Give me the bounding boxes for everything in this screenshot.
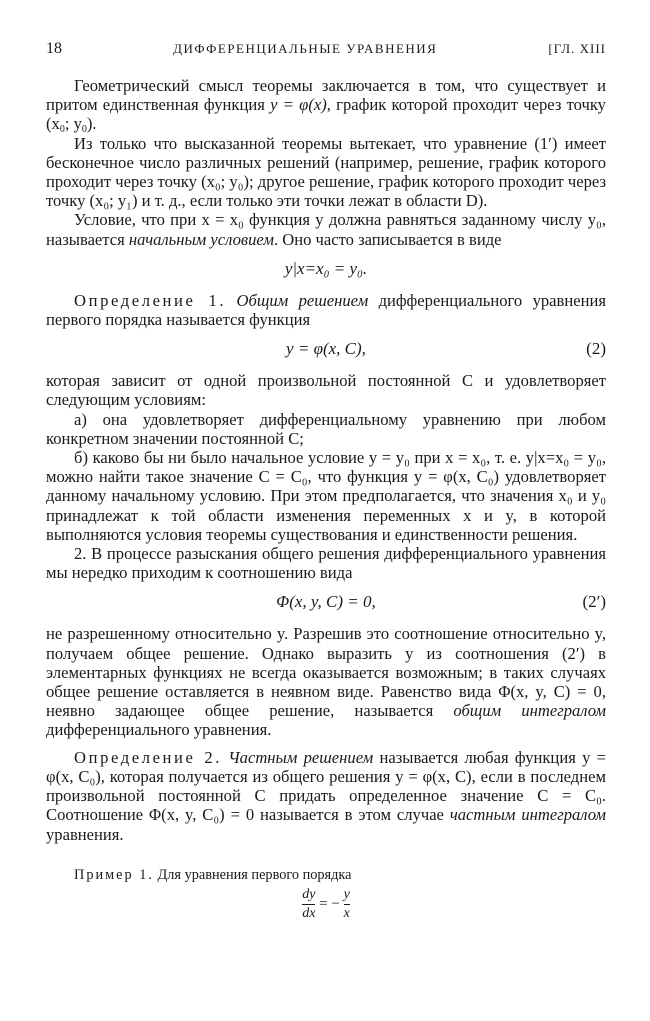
- fraction-dy-dx: $\frac{dy}{dx}$: [302, 886, 316, 921]
- equation-2: [46, 339, 606, 359]
- running-title: ДИФФЕРЕНЦИАЛЬНЫЕ УРАВНЕНИЯ: [173, 41, 438, 56]
- paragraph-general-integral: не разрешенному относительно y. Разрешив это соотношение относительно y, получаем общее решение. Однако выразить y из соотношения (2′) в элементарных функциях не всегда оказывается возможным; в таких случаях общее решение оставляется в неявном виде. Равенство вида Φ(x, y, C) = 0, неявно задающее общее решение, называется общим интегралом дифференциального уравнения.: [46, 624, 607, 740]
- fraction-y-x: $\frac{y}{x}$: [343, 886, 350, 921]
- equation-2-prime-formula: Φ(x, y, C) = 0,: [276, 592, 376, 612]
- equals-minus: = −: [319, 895, 340, 912]
- condition-b: б) каково бы ни было начальное условие y = y₀ при x = x₀, т. е. y|x=x₀ = y₀, можно найти такое значение C = C₀, что функция y = φ(x, C₀) удовлетворяет данному начальному условию. При этом предполагается, что значения x₀ и y₀ принадлежат к той области изменения переменных x и y, в которой выполняются условия теоремы существования и единственности решения.: [46, 448, 606, 544]
- equation-example-1: [46, 888, 606, 921]
- condition-a: а) она удовлетворяет дифференциальному уравнению при любом конкретном значении постоянной C;: [46, 409, 606, 448]
- example-1: Пример 1. Для уравнения первого порядка: [74, 866, 352, 883]
- running-header: [46, 40, 606, 58]
- chapter-label: [ГЛ. XIII: [548, 41, 606, 56]
- equation-2-prime-tag: (2′): [582, 592, 606, 612]
- definition-1: Определение 1. Общим решением дифференциального уравнения первого порядка называется функция: [46, 290, 607, 330]
- definition-2: Определение 2. Частным решением называется любая функция y = φ(x, C₀), которая получается из общего решения y = φ(x, C), если в последнем произвольной постоянной C придать определенное значение C = C₀. Соотношение Φ(x, y, C₀) = 0 называется в этом случае частным интегралом уравнения.: [46, 747, 606, 844]
- paragraph-geometric-meaning: Геометрический смысл теоремы заключается в том, что существует и притом единственная функция y = φ(x), график которой проходит через точку ($x_0$; $y_0$).: [46, 76, 606, 136]
- equation-2-prime: [46, 592, 606, 612]
- paragraph-initial-condition: Условие, что при x = x₀ функция y должна равняться заданному числу y₀, называется начальным условием. Оно часто записывается в виде: [46, 210, 606, 249]
- paragraph-section-2: 2. В процессе разыскания общего решения дифференциального уравнения мы нередко приходим к соотношению вида: [46, 544, 606, 583]
- page-number: 18: [46, 40, 62, 57]
- equation-initial-condition: y|x=x₀ = y₀.: [284, 258, 368, 278]
- equation-2-tag: (2): [586, 339, 606, 359]
- definition-1-continued: которая зависит от одной произвольной постоянной C и удовлетворяет следующим условиям:: [46, 371, 606, 410]
- equation-2-formula: y = φ(x, C),: [286, 339, 366, 359]
- paragraph-infinite-solutions: Из только что высказанной теоремы вытекает, что уравнение (1′) имеет бесконечное число различных решений (например, решение, график которого проходит через точку (x₀; y₀); другое решение, график которого проходит через точку (x₀; y₁) и т. д., если только эти точки лежат в области D).: [46, 133, 607, 211]
